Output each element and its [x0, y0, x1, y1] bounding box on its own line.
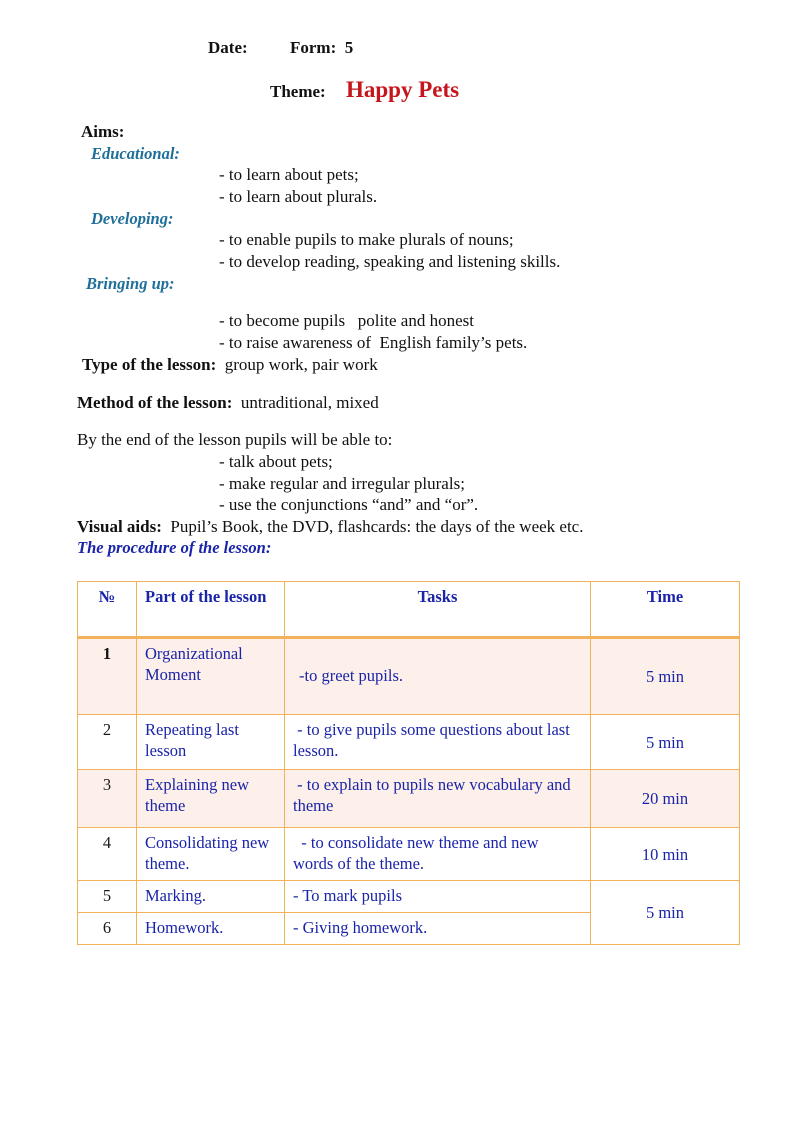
row-task: - to consolidate new theme and new words of the theme.	[285, 828, 591, 881]
row-num: 6	[78, 913, 137, 945]
form-value: 5	[344, 38, 354, 57]
visual-aids-value: Pupil’s Book, the DVD, flashcards: the days of the week etc.	[170, 517, 584, 536]
type-of-lesson	[82, 355, 378, 375]
row-task: -to greet pupils.	[285, 638, 591, 715]
row-num: 2	[78, 715, 137, 770]
form-label-text: Form:	[290, 38, 337, 57]
method-of-lesson	[77, 393, 379, 413]
bringing-up-label: Bringing up:	[86, 274, 175, 293]
row-time: 5 min	[591, 715, 740, 770]
form-label	[290, 38, 353, 58]
row-part: Repeating last lesson	[137, 715, 285, 770]
outcome-item: - use the conjunctions “and” and “or”.	[219, 495, 479, 514]
procedure-table	[77, 581, 740, 945]
method-of-lesson-value: untraditional, mixed	[240, 393, 379, 412]
row-task: - to give pupils some questions about last lesson.	[285, 715, 591, 770]
row-time: 10 min	[591, 828, 740, 881]
developing-item: - to develop reading, speaking and listening skills.	[219, 252, 561, 271]
table-row	[78, 881, 740, 913]
row-part: Homework.	[137, 913, 285, 945]
row-part: Organizational Moment	[137, 638, 285, 715]
row-part: Consolidating new theme.	[137, 828, 285, 881]
header-part: Part of the lesson	[137, 582, 285, 638]
theme-label: Theme:	[270, 82, 326, 101]
row-num: 1	[78, 638, 137, 715]
theme-title: Happy Pets	[346, 77, 460, 102]
header-num: №	[78, 582, 137, 638]
procedure-title: The procedure of the lesson:	[77, 538, 272, 557]
table-row	[78, 638, 740, 715]
row-task: - Giving homework.	[285, 913, 591, 945]
header-time: Time	[591, 582, 740, 638]
table-row	[78, 770, 740, 828]
type-of-lesson-value: group work, pair work	[224, 355, 378, 374]
visual-aids-label: Visual aids:	[77, 517, 162, 536]
educational-item: - to learn about pets;	[219, 165, 359, 184]
table-header-row	[78, 582, 740, 638]
outcome-item: - talk about pets;	[219, 452, 333, 471]
row-task: - to explain to pupils new vocabulary and theme	[285, 770, 591, 828]
row-task: - To mark pupils	[285, 881, 591, 913]
row-num: 4	[78, 828, 137, 881]
row-time: 5 min	[591, 881, 740, 945]
educational-label: Educational:	[91, 144, 180, 163]
educational-item: - to learn about plurals.	[219, 187, 378, 206]
date-label: Date:	[208, 38, 248, 57]
developing-label: Developing:	[91, 209, 174, 228]
bringing-up-item: - to raise awareness of English family’s pets.	[219, 333, 528, 352]
outcome-item: - make regular and irregular plurals;	[219, 474, 465, 493]
table-row	[78, 828, 740, 881]
row-time: 20 min	[591, 770, 740, 828]
visual-aids	[77, 517, 583, 537]
row-num: 3	[78, 770, 137, 828]
type-of-lesson-label: Type of the lesson:	[82, 355, 217, 374]
row-time: 5 min	[591, 638, 740, 715]
header-tasks: Tasks	[285, 582, 591, 638]
row-part: Marking.	[137, 881, 285, 913]
outcomes-intro: By the end of the lesson pupils will be able to:	[77, 430, 393, 449]
aims-label: Aims:	[81, 122, 125, 141]
table-row	[78, 715, 740, 770]
method-of-lesson-label: Method of the lesson:	[77, 393, 233, 412]
row-part: Explaining new theme	[137, 770, 285, 828]
bringing-up-item: - to become pupils polite and honest	[219, 311, 474, 330]
developing-item: - to enable pupils to make plurals of nouns;	[219, 230, 514, 249]
row-num: 5	[78, 881, 137, 913]
